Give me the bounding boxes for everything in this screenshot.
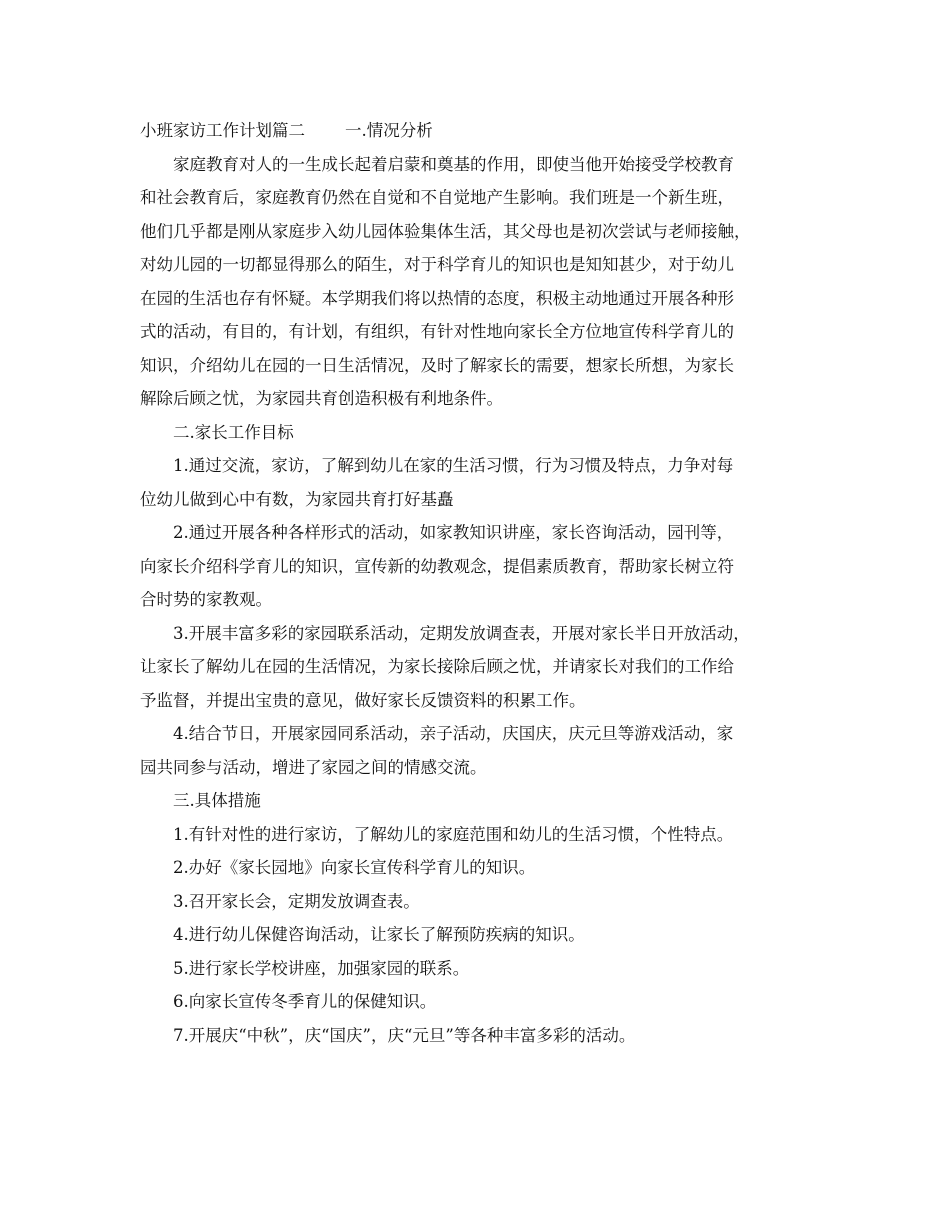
measure-item: 6.向家长宣传冬季育儿的保健知识。 <box>173 992 437 1011</box>
goal-1-line: 位幼儿做到心中有数，为家园共育打好基矗 <box>140 489 454 509</box>
goal-2-line: 合时势的家教观。 <box>140 590 272 609</box>
section-heading-analysis: 一.情况分析 <box>345 121 433 140</box>
section-heading-measures: 三.具体措施 <box>173 791 261 810</box>
measure-item: 3.召开家长会，定期发放调查表。 <box>173 891 420 911</box>
goal-3-line: 予监督，并提出宝贵的意见，做好家长反馈资料的积累工作。 <box>140 690 586 710</box>
paragraph-line: 解除后顾之忧，为家园共育创造积极有利地条件。 <box>140 389 503 408</box>
paragraph-line: 家庭教育对人的一生成长起着启蒙和奠基的作用，即使当他开始接受学校教育 <box>173 154 734 174</box>
section-heading-goals: 二.家长工作目标 <box>173 422 294 442</box>
measure-item: 7.开展庆“中秋”，庆“国庆”，庆“元旦”等各种丰富多彩的活动。 <box>173 1025 636 1045</box>
document-page <box>140 114 812 1052</box>
measure-item: 4.进行幼儿保健咨询活动，让家长了解预防疾病的知识。 <box>173 925 585 944</box>
measure-item: 1.有针对性的进行家访，了解幼儿的家庭范围和幼儿的生活习惯，个性特点。 <box>173 824 734 844</box>
goal-3-line: 让家长了解幼儿在园的生活情况，为家长接除后顾之忧，并请家长对我们的工作给 <box>140 657 734 676</box>
goal-4-line: 园共同参与活动，增进了家园之间的情感交流。 <box>140 757 487 777</box>
paragraph-line: 他们几乎都是刚从家庭步入幼儿园体验集体生活，其父母也是初次尝试与老师接触， <box>140 221 751 241</box>
measure-item: 5.进行家长学校讲座，加强家园的联系。 <box>173 958 470 978</box>
goal-2-line: 向家长介绍科学育儿的知识，宣传新的幼教观念，提倡素质教育，帮助家长树立符 <box>140 556 734 576</box>
measure-item: 2.办好《家长园地》向家长宣传科学育儿的知识。 <box>173 858 536 877</box>
paragraph-line: 和社会教育后，家庭教育仍然在自觉和不自觉地产生影响。我们班是一个新生班， <box>140 188 734 207</box>
goal-1-line: 1.通过交流，家访，了解到幼儿在家的生活习惯，行为习惯及特点，力争对每 <box>173 456 734 475</box>
paragraph-line: 在园的生活也存有怀疑。本学期我们将以热情的态度，积极主动地通过开展各种形 <box>140 288 734 308</box>
goal-3-line: 3.开展丰富多彩的家园联系活动，定期发放调查表，开展对家长半日开放活动， <box>173 623 750 643</box>
goal-4-line: 4.结合节日，开展家园同系活动，亲子活动，庆国庆，庆元旦等游戏活动，家 <box>173 724 734 743</box>
document-title: 小班家访工作计划篇二 <box>140 121 305 140</box>
paragraph-line: 对幼儿园的一切都显得那么的陌生，对于科学育儿的知识也是知知甚少，对于幼儿 <box>140 255 734 274</box>
paragraph-line: 式的活动，有目的，有计划，有组织，有针对性地向家长全方位地宣传科学育儿的 <box>140 322 734 341</box>
paragraph-line: 知识，介绍幼儿在园的一日生活情况，及时了解家长的需要，想家长所想，为家长 <box>140 355 734 375</box>
goal-2-line: 2.通过开展各种各样形式的活动，如家教知识讲座，家长咨询活动，园刊等， <box>173 523 734 542</box>
title-line <box>140 114 812 148</box>
